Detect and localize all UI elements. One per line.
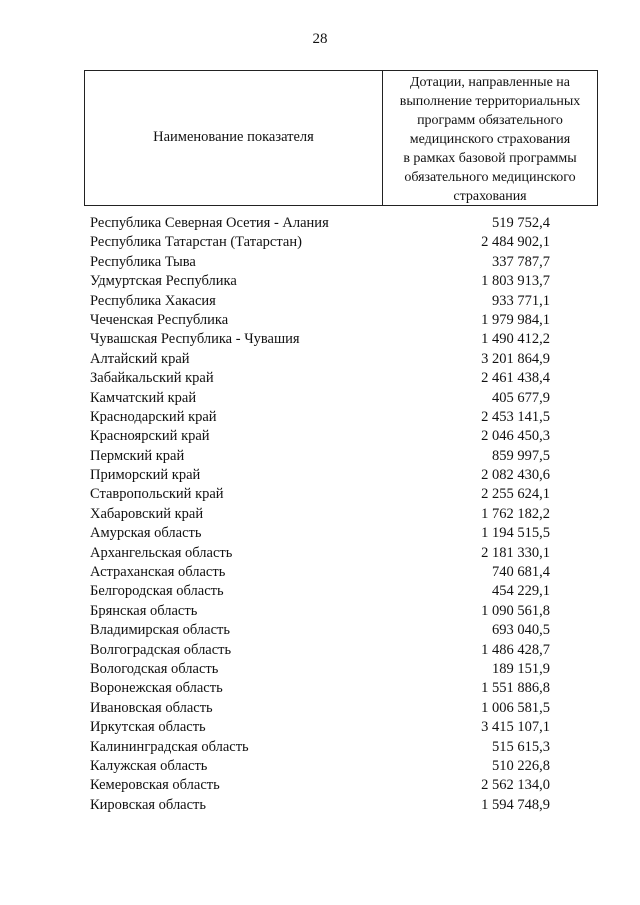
dotation-value: 2 181 330,1 xyxy=(481,544,550,561)
table-row xyxy=(90,680,550,699)
table-row xyxy=(90,506,550,525)
table-row xyxy=(90,525,550,544)
dotation-value: 859 997,5 xyxy=(492,447,550,464)
table-row xyxy=(90,467,550,486)
region-name: Камчатский край xyxy=(90,389,197,406)
table-row xyxy=(90,603,550,622)
region-name: Иркутская область xyxy=(90,719,206,736)
dotation-value: 519 752,4 xyxy=(492,215,550,231)
region-name: Волгоградская область xyxy=(90,641,232,658)
table-row xyxy=(90,797,550,816)
dotation-value: 1 594 748,9 xyxy=(481,796,550,813)
table-row xyxy=(90,486,550,505)
table-row xyxy=(90,351,550,370)
dotation-value: 933 771,1 xyxy=(492,292,550,309)
region-name: Республика Хакасия xyxy=(90,292,216,309)
region-name: Кемеровская область xyxy=(90,777,220,794)
table-row xyxy=(90,370,550,389)
region-name: Алтайский край xyxy=(90,350,190,367)
region-name: Республика Татарстан (Татарстан) xyxy=(90,234,302,251)
dotation-value: 2 562 134,0 xyxy=(481,777,550,794)
dotation-value: 337 787,7 xyxy=(492,253,550,270)
region-name: Приморский край xyxy=(90,467,201,484)
table-row xyxy=(90,234,550,253)
dotation-value: 1 803 913,7 xyxy=(481,273,550,290)
region-name: Амурская область xyxy=(90,525,202,542)
dotation-value: 2 082 430,6 xyxy=(481,467,550,484)
table-row xyxy=(90,293,550,312)
dotation-value: 1 979 984,1 xyxy=(481,311,550,328)
region-name: Красноярский край xyxy=(90,428,210,445)
table-row xyxy=(90,700,550,719)
table-row xyxy=(90,564,550,583)
dotation-value: 405 677,9 xyxy=(492,389,550,406)
table-row xyxy=(90,622,550,641)
dotation-value: 2 484 902,1 xyxy=(481,234,550,251)
region-name: Хабаровский край xyxy=(90,505,204,522)
dotation-value: 1 006 581,5 xyxy=(481,699,550,716)
table-row xyxy=(90,545,550,564)
dotation-value: 2 461 438,4 xyxy=(481,370,550,387)
region-name: Белгородская область xyxy=(90,583,224,600)
table-row xyxy=(90,739,550,758)
dotation-value: 2 046 450,3 xyxy=(481,428,550,445)
dotation-value: 1 090 561,8 xyxy=(481,602,550,619)
table-row xyxy=(90,409,550,428)
table-row xyxy=(90,758,550,777)
table-row xyxy=(90,642,550,661)
column-header-dotation-line: обязательного медицинского xyxy=(404,170,576,185)
dotation-value: 740 681,4 xyxy=(492,564,550,581)
table-row xyxy=(90,390,550,409)
dotation-value: 693 040,5 xyxy=(492,622,550,639)
table-row xyxy=(90,661,550,680)
region-name: Астраханская область xyxy=(90,564,226,581)
dotation-value: 454 229,1 xyxy=(492,583,550,600)
dotation-value: 515 615,3 xyxy=(492,738,550,755)
table-body xyxy=(90,215,550,816)
column-header-dotation-line: Дотации, направленные на xyxy=(409,75,570,90)
dotation-value: 1 486 428,7 xyxy=(481,641,550,658)
region-name: Владимирская область xyxy=(90,622,230,639)
region-name: Ивановская область xyxy=(90,699,213,716)
table-row xyxy=(90,312,550,331)
dotation-value: 3 415 107,1 xyxy=(481,719,550,736)
table-row xyxy=(90,254,550,273)
region-name: Воронежская область xyxy=(90,680,223,697)
region-name: Республика Северная Осетия - Алания xyxy=(90,215,329,231)
table-row xyxy=(90,428,550,447)
region-name: Калининградская область xyxy=(90,738,249,755)
column-header-dotation-line: страхования xyxy=(453,189,527,204)
dotation-value: 1 490 412,2 xyxy=(481,331,550,348)
region-name: Пермский край xyxy=(90,447,185,464)
region-name: Забайкальский край xyxy=(90,370,214,387)
column-header-dotation-line: медицинского страхования xyxy=(409,132,571,147)
column-header-dotation-line: программ обязательного xyxy=(417,113,563,128)
table-row xyxy=(90,583,550,602)
region-name: Калужская область xyxy=(90,757,208,774)
page-number: 28 xyxy=(312,31,328,47)
region-name: Удмуртская Республика xyxy=(90,273,237,290)
table-row xyxy=(90,215,550,234)
table-row xyxy=(90,273,550,292)
region-name: Вологодская область xyxy=(90,660,219,677)
region-name: Республика Тыва xyxy=(90,253,196,270)
dotation-value: 189 151,9 xyxy=(492,660,550,677)
dotation-value: 2 255 624,1 xyxy=(481,486,550,503)
dotation-value: 510 226,8 xyxy=(492,757,550,774)
region-name: Архангельская область xyxy=(90,544,233,561)
region-name: Чувашская Республика - Чувашия xyxy=(90,331,300,348)
dotation-value: 1 762 182,2 xyxy=(481,505,550,522)
region-name: Ставропольский край xyxy=(90,486,224,503)
column-header-dotation-line: в рамках базовой программы xyxy=(403,151,577,166)
table-row xyxy=(90,331,550,350)
dotation-value: 1 551 886,8 xyxy=(481,680,550,697)
region-name: Краснодарский край xyxy=(90,408,217,425)
table-row xyxy=(90,448,550,467)
region-name: Чеченская Республика xyxy=(90,311,229,328)
region-name: Кировская область xyxy=(90,796,207,813)
region-name: Брянская область xyxy=(90,602,198,619)
table-row xyxy=(90,777,550,796)
column-header-dotation xyxy=(383,71,597,205)
dotation-value: 3 201 864,9 xyxy=(481,350,550,367)
column-header-dotation-line: выполнение территориальных xyxy=(399,94,581,109)
dotation-value: 2 453 141,5 xyxy=(481,408,550,425)
table-row xyxy=(90,719,550,738)
column-header-name: Наименование показателя xyxy=(85,71,383,205)
table-header xyxy=(84,70,598,206)
dotation-value: 1 194 515,5 xyxy=(481,525,550,542)
